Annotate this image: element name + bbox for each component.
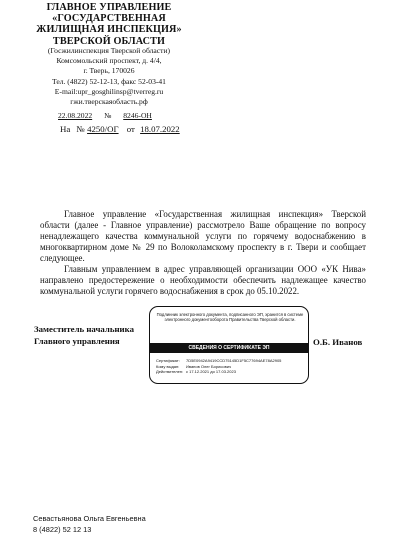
certificate-details (156, 358, 281, 375)
validity-label: Действителен: (156, 369, 184, 375)
website: гжи.тверскаяобласть.рф (70, 97, 148, 107)
outgoing-number-sign: № (104, 111, 112, 120)
certificate-label: Сертификат: (156, 358, 180, 363)
signatory-position (34, 324, 134, 347)
stamp-note: Подлинник электронного документа, подписанного ЭП, хранится в системе электронного документооборота Правительства Тверской области. (156, 312, 304, 323)
org-line: ГЛАВНОЕ УПРАВЛЕНИЕ (46, 2, 172, 13)
reference-date: 18.07.2022 (140, 124, 180, 134)
owner-label: Кому выдан: (156, 363, 180, 369)
reference-number: 4250/ОГ (87, 124, 119, 134)
outgoing-registration (58, 111, 152, 120)
email: E-mail:upr_gosghilinsp@tverreg.ru (54, 86, 164, 96)
executor-name: Севастьянова Ольга Евгеньевна (33, 514, 146, 523)
stamp-header-band: СВЕДЕНИЯ О СЕРТИФИКАТЕ ЭП (150, 343, 308, 353)
org-short-name: (Госжилинспекция Тверской области) (47, 46, 171, 55)
organization-details (24, 46, 194, 107)
org-line: ТВЕРСКОЙ ОБЛАСТИ (52, 35, 166, 47)
organization-name (24, 2, 194, 47)
address-line-1: Комсомольский проспект, д. 4/4, (56, 56, 162, 66)
address-line-2: г. Тверь, 170026 (83, 66, 135, 76)
reference-prefix: На (60, 124, 71, 134)
position-line-2: Главного управления (34, 335, 120, 346)
electronic-signature-stamp (149, 306, 309, 384)
validity-row (156, 369, 281, 375)
org-line: ЖИЛИЩНАЯ ИНСПЕКЦИЯ» (36, 24, 182, 36)
signatory-name: О.Б. Иванов (313, 337, 363, 347)
phone-fax: Тел. (4822) 52-12-13, факс 52-03-41 (52, 76, 166, 86)
owner-value: Иванов Олег Борисович (186, 363, 232, 369)
validity-value: с 17.12.2021 до 17.03.2023 (186, 369, 236, 375)
reference-line (60, 124, 180, 134)
executor-phone: 8 (4822) 52 12 13 (33, 525, 92, 534)
reference-number-sign: № (76, 124, 85, 134)
certificate-value: 7D5E0942A9419CCD75145D1F5C77694AE78A2905 (186, 358, 282, 363)
reference-from: от (126, 124, 135, 134)
outgoing-number: 8246-ОН (123, 111, 152, 120)
position-line-1: Заместитель начальника (34, 324, 134, 334)
paragraph-2: Главным управлением в адрес управляющей организации ООО «УК Нива» направлено предостережение о необходимости обеспечить надлежащее качество коммунальной услуги горячего водоснабжения в срок до 05.10.2022. (40, 264, 366, 297)
paragraph-1: Главное управление «Государственная жилищная инспекция» Тверской области (далее - Главное управление) рассмотрело Ваше обращение по вопросу ненадлежащего качества коммунальной услуги по горячему водоснабжению в многоквартирном доме № 29 по Волоколамскому проспекту в г. Твери и сообщает следующее. (40, 209, 366, 264)
outgoing-date: 22.08.2022 (58, 111, 93, 120)
org-line: «ГОСУДАРСТВЕННАЯ (52, 13, 166, 25)
